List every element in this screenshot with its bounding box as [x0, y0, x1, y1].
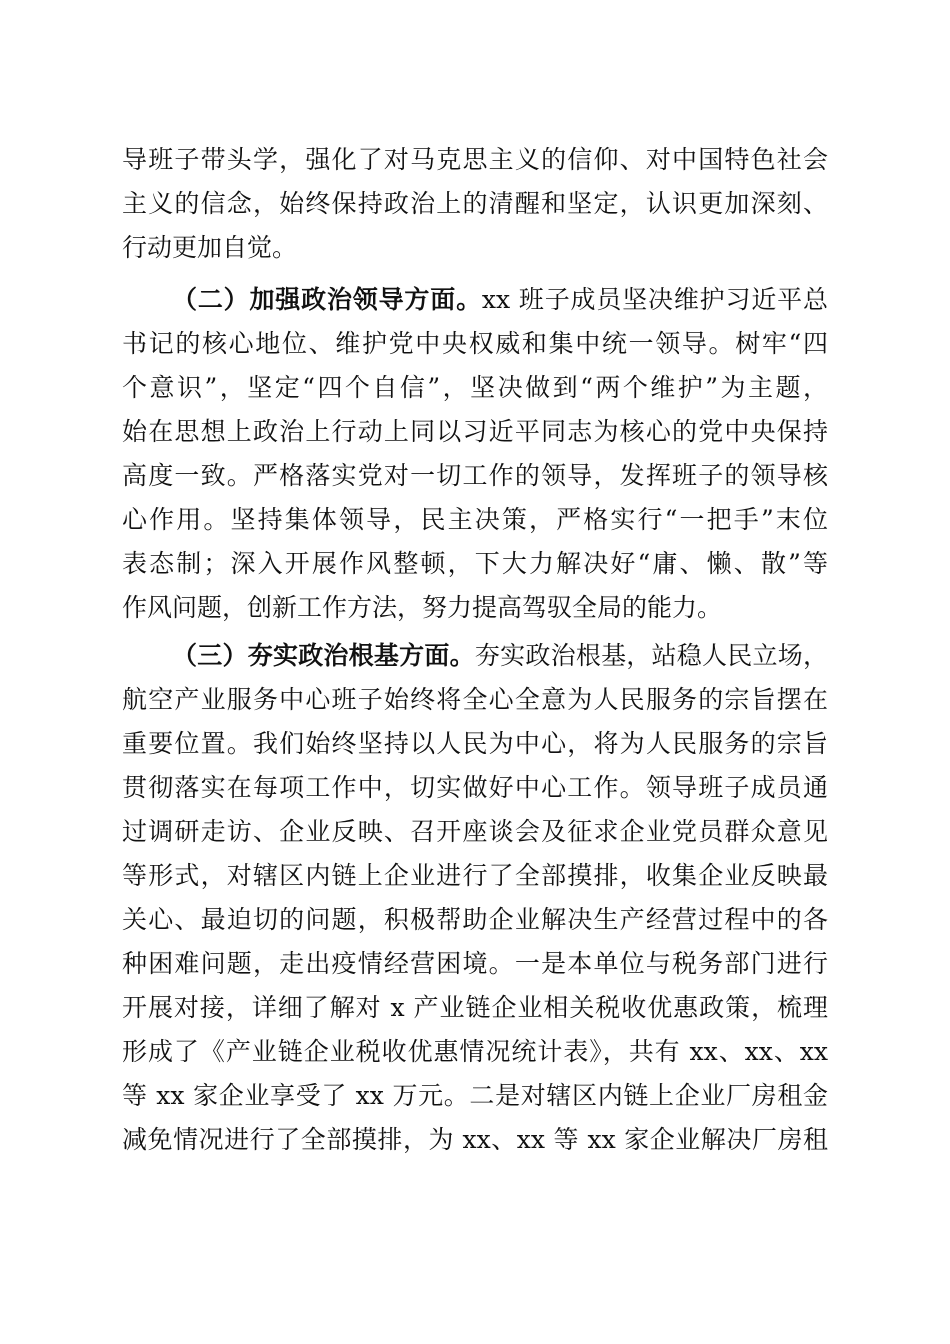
- paragraph-line: 等 xx 家企业享受了 xx 万元。二是对辖区内链上企业厂房租金: [122, 1081, 828, 1110]
- paragraph-line: 等形式，对辖区内链上企业进行了全部摸排，收集企业反映最: [122, 861, 828, 890]
- paragraph-line: 航空产业服务中心班子始终将全心全意为人民服务的宗旨摆在: [122, 685, 828, 714]
- paragraph-line: 书记的核心地位、维护党中央权威和集中统一领导。树牢“四: [122, 329, 828, 358]
- paragraph-line: 始在思想上政治上行动上同以习近平同志为核心的党中央保持: [122, 417, 828, 446]
- section-3-heading: （三）夯实政治根基方面。: [172, 641, 475, 670]
- section-3-first-line-text: 夯实政治根基，站稳人民立场，: [474, 641, 828, 670]
- paragraph-line: 种困难问题，走出疫情经营困境。一是本单位与税务部门进行: [122, 949, 828, 978]
- paragraph-line: 关心、最迫切的问题，积极帮助企业解决生产经营过程中的各: [122, 905, 828, 934]
- paragraph-line: 行动更加自觉。: [122, 233, 298, 262]
- paragraph-line: 形成了《产业链企业税收优惠情况统计表》，共有 xx、xx、xx: [122, 1037, 828, 1066]
- paragraph-line: 减免情况进行了全部摸排，为 xx、xx 等 xx 家企业解决厂房租: [122, 1125, 828, 1154]
- section-2-first-line-text: xx 班子成员坚决维护习近平总: [481, 285, 828, 314]
- paragraph-line: 开展对接，详细了解对 x 产业链企业相关税收优惠政策，梳理: [122, 993, 828, 1022]
- paragraph-line: 重要位置。我们始终坚持以人民为中心，将为人民服务的宗旨: [122, 729, 828, 758]
- paragraph-line: 高度一致。严格落实党对一切工作的领导，发挥班子的领导核: [122, 461, 828, 490]
- paragraph-line: 表态制；深入开展作风整顿，下大力解决好“庸、懒、散”等: [122, 549, 828, 578]
- section-3-first-line: [172, 636, 828, 676]
- paragraph-line: 导班子带头学，强化了对马克思主义的信仰、对中国特色社会: [122, 145, 828, 174]
- paragraph-line: 心作用。坚持集体领导，民主决策，严格实行“一把手”末位: [122, 505, 828, 534]
- paragraph-line: 主义的信念，始终保持政治上的清醒和坚定，认识更加深刻、: [122, 189, 828, 218]
- section-2-first-line: [172, 280, 828, 320]
- paragraph-line: 过调研走访、企业反映、召开座谈会及征求企业党员群众意见: [122, 817, 828, 846]
- paragraph-line: 作风问题，创新工作方法，努力提高驾驭全局的能力。: [122, 593, 723, 622]
- paragraph-line: 个意识”，坚定“四个自信”，坚决做到“两个维护”为主题，: [122, 373, 828, 402]
- paragraph-line: 贯彻落实在每项工作中，切实做好中心工作。领导班子成员通: [122, 773, 828, 802]
- section-2-heading: （二）加强政治领导方面。: [172, 285, 482, 314]
